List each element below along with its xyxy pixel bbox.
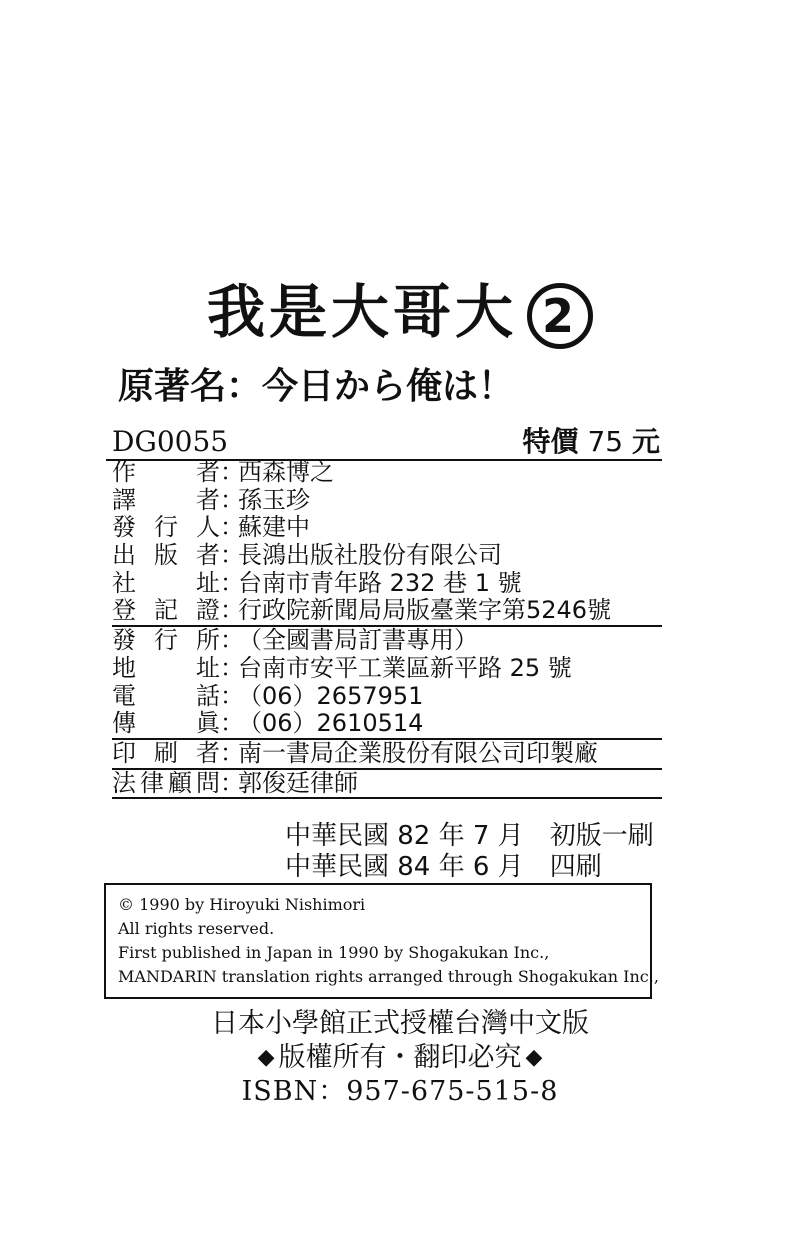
copyright-box [104,883,659,999]
info-value: （全國書局訂書專用） [238,626,478,655]
info-value: 蘇建中 [238,513,310,542]
edition-first [285,821,654,851]
info-value: 台南市安平工業區新平路 25 號 [238,653,572,682]
book-title-text: 我是大哥大 [206,278,517,346]
info-colon: ： [220,768,244,797]
info-colon: ： [220,541,244,570]
info-row-author [112,459,662,487]
original-title-value: 今日から俺は！ [262,366,515,407]
copyright-line: All rights reserved. [118,919,275,938]
info-row-translator [112,487,662,515]
info-value: 西森博之 [238,458,334,486]
publication-info [112,459,662,799]
original-title-colon: ： [226,366,263,407]
edition-label: 初版一刷 [549,821,654,851]
info-row-fax [112,710,662,740]
rights-notice [0,1040,800,1076]
info-colon: ： [220,485,244,514]
isbn: ISBN：957-675-515-8 [241,1076,559,1107]
rights-notice-text: 版權所有・翻印必究 [278,1042,522,1073]
info-label: 法律顧問 [112,768,220,797]
info-label: 作者 [112,458,220,486]
info-colon: ： [220,458,244,486]
info-row-publisher [112,542,662,570]
info-row-phone [112,683,662,711]
info-colon: ： [220,626,244,655]
info-colon: ： [220,681,244,710]
edition-date: 中華民國 84 年 6 月 [285,852,524,882]
info-value: 長鴻出版社股份有限公司 [238,541,502,570]
edition-fourth [285,852,602,882]
info-row-office-address [112,570,662,598]
info-value: 台南市青年路 232 巷 1 號 [238,568,522,597]
edition-date: 中華民國 82 年 7 月 [285,821,524,851]
info-label: 譯者 [112,485,220,514]
authorization-notice: 日本小學館正式授權台灣中文版 [211,1008,589,1039]
info-value: 行政院新聞局局版臺業字第5246號 [238,596,612,625]
info-value: 郭俊廷律師 [238,768,358,797]
info-row-registration [112,597,662,627]
info-colon: ： [220,596,244,625]
diamond-icon: ◆ [257,1045,275,1070]
info-colon: ： [220,738,244,767]
copyright-line: First published in Japan in 1990 by Shogakukan Inc., [118,943,550,962]
info-colon: ： [220,653,244,682]
info-row-publisher-person [112,514,662,542]
info-row-address [112,655,662,683]
info-label: 印刷者 [112,738,220,767]
info-label: 傳眞 [112,709,220,738]
info-label: 地址 [112,653,220,682]
product-code: DG0055 [112,425,229,458]
info-colon: ： [220,709,244,738]
info-value: 孫玉珍 [238,485,310,514]
info-label: 社址 [112,568,220,597]
info-colon: ： [220,513,244,542]
info-value: 南一書局企業股份有限公司印製廠 [238,738,598,767]
price-value: 75 [587,425,624,458]
info-colon: ： [220,568,244,597]
info-label: 發行人 [112,513,220,542]
info-value: （06）2657951 [238,681,424,710]
diamond-icon: ◆ [525,1045,543,1070]
info-label: 出版者 [112,541,220,570]
info-row-printer [112,740,662,770]
edition-label: 四刷 [549,852,602,882]
info-row-distributor [112,627,662,655]
copyright-line: MANDARIN translation rights arranged through Shogakukan Inc., [118,967,659,986]
info-label: 電話 [112,681,220,710]
book-title [0,272,800,352]
info-label: 發行所 [112,626,220,655]
info-row-legal-advisor [112,770,662,800]
original-title [118,362,514,412]
price [523,424,660,460]
info-value: （06）2610514 [238,709,424,738]
volume-number: 2 [527,283,593,349]
price-label: 特價 [522,425,579,458]
copyright-line: © 1990 by Hiroyuki Nishimori [118,895,366,914]
price-unit: 元 [631,425,660,458]
info-label: 登記證 [112,596,220,625]
original-title-label: 原著名 [118,366,227,407]
